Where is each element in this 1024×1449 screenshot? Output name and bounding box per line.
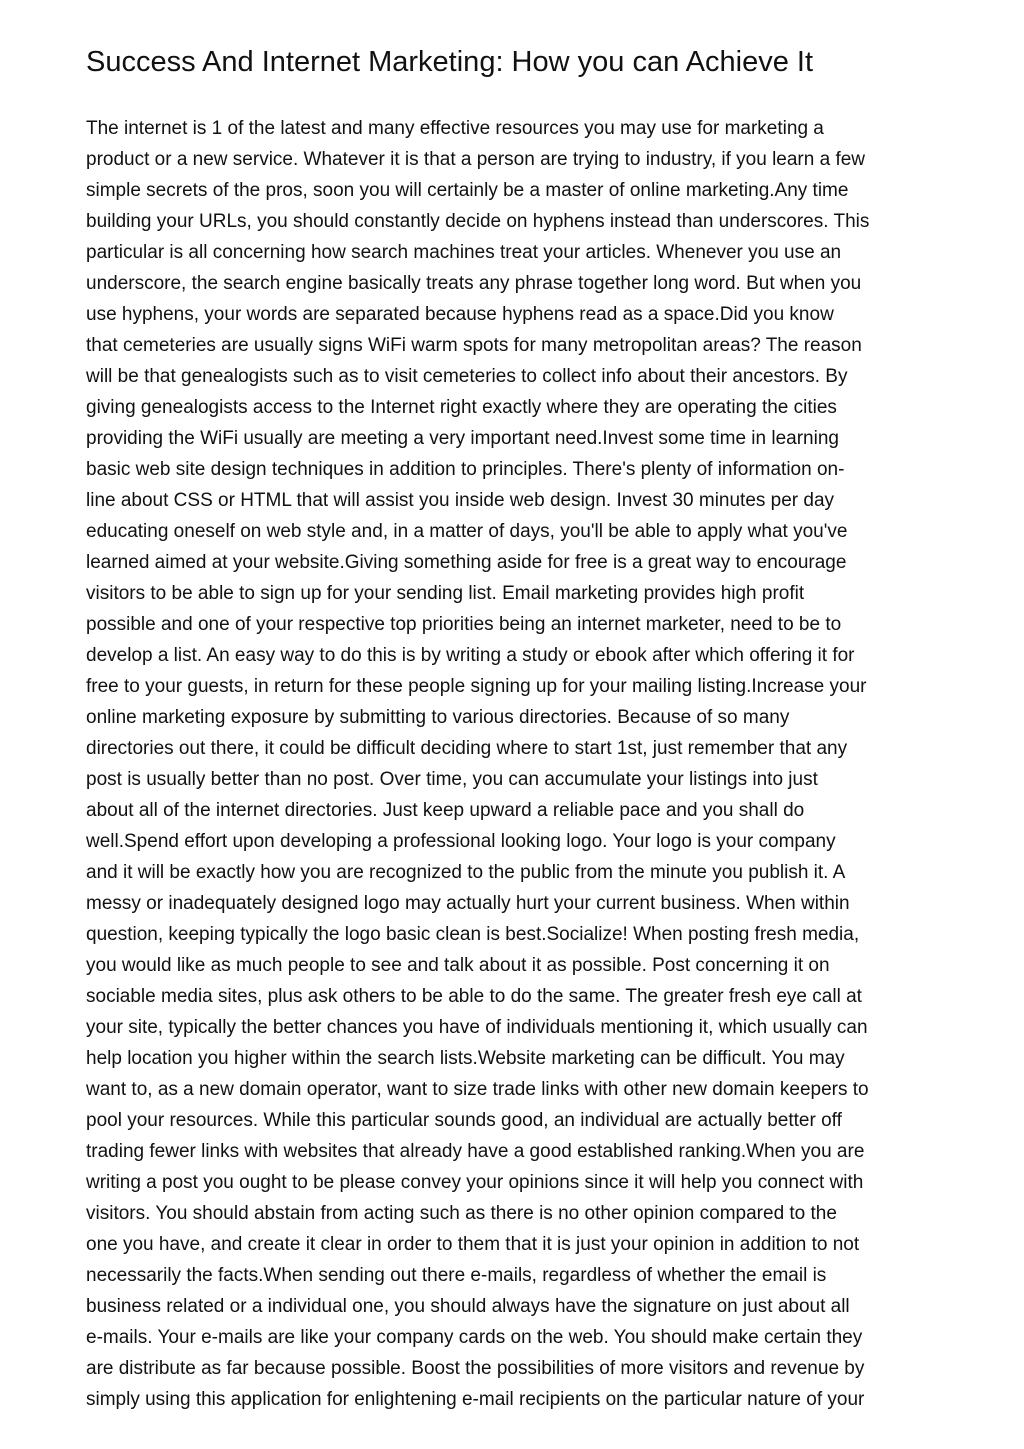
body-line: necessarily the facts.When sending out there e-mails, regardless of whether the email is [86, 1265, 827, 1286]
body-line: particular is all concerning how search machines treat your articles. Whenever you use an [86, 242, 842, 263]
body-line: one you have, and create it clear in order to them that it is just your opinion in addition to not [86, 1234, 860, 1255]
body-line: learned aimed at your website.Giving something aside for free is a great way to encourage [86, 552, 847, 573]
body-line: your site, typically the better chances you have of individuals mentioning it, which usually can [86, 1017, 868, 1038]
body-line: are distribute as far because possible. Boost the possibilities of more visitors and revenue by [86, 1358, 865, 1379]
body-line: post is usually better than no post. Over time, you can accumulate your listings into just [86, 769, 818, 790]
body-line: business related or a individual one, you should always have the signature on just about all [86, 1296, 850, 1317]
body-line: writing a post you ought to be please convey your opinions since it will help you connect with [86, 1172, 864, 1193]
body-line: The internet is 1 of the latest and many effective resources you may use for marketing a [86, 118, 824, 139]
body-line: e-mails. Your e-mails are like your company cards on the web. You should make certain they [86, 1327, 863, 1348]
body-line: educating oneself on web style and, in a matter of days, you'll be able to apply what you've [86, 521, 848, 542]
body-line: underscore, the search engine basically treats any phrase together long word. But when you [86, 273, 862, 294]
body-line: possible and one of your respective top priorities being an internet marketer, need to be to [86, 614, 842, 635]
body-line: visitors. You should abstain from acting such as there is no other opinion compared to the [86, 1203, 837, 1224]
body-line: visitors to be able to sign up for your sending list. Email marketing provides high profit [86, 583, 805, 604]
body-line: product or a new service. Whatever it is that a person are trying to industry, if you learn a few [86, 149, 866, 170]
body-line: you would like as much people to see and talk about it as possible. Post concerning it on [86, 955, 830, 976]
document-body [86, 113, 946, 1415]
body-line: that cemeteries are usually signs WiFi warm spots for many metropolitan areas? The reason [86, 335, 862, 356]
body-line: line about CSS or HTML that will assist you inside web design. Invest 30 minutes per day [86, 490, 835, 511]
body-line: use hyphens, your words are separated because hyphens read as a space.Did you know [86, 304, 834, 325]
body-line: simply using this application for enlightening e-mail recipients on the particular nature of your [86, 1389, 865, 1410]
document-title: Success And Internet Marketing: How you can Achieve It [86, 46, 813, 78]
body-line: want to, as a new domain operator, want to size trade links with other new domain keepers to [86, 1079, 869, 1100]
body-line: sociable media sites, plus ask others to be able to do the same. The greater fresh eye call at [86, 986, 862, 1007]
body-line: online marketing exposure by submitting to various directories. Because of so many [86, 707, 790, 728]
body-line: pool your resources. While this particular sounds good, an individual are actually better off [86, 1110, 842, 1131]
body-line: and it will be exactly how you are recognized to the public from the minute you publish it. A [86, 862, 846, 883]
body-line: basic web site design techniques in addition to principles. There's plenty of information on- [86, 459, 845, 480]
body-line: trading fewer links with websites that already have a good established ranking.When you are [86, 1141, 865, 1162]
body-line: will be that genealogists such as to visit cemeteries to collect info about their ancestors. By [86, 366, 848, 387]
body-line: free to your guests, in return for these people signing up for your mailing listing.Increase your [86, 676, 867, 697]
body-line: directories out there, it could be difficult deciding where to start 1st, just remember that any [86, 738, 848, 759]
body-line: help location you higher within the search lists.Website marketing can be difficult. You may [86, 1048, 845, 1069]
body-line: simple secrets of the pros, soon you will certainly be a master of online marketing.Any time [86, 180, 849, 201]
body-line: about all of the internet directories. Just keep upward a reliable pace and you shall do [86, 800, 805, 821]
body-line: providing the WiFi usually are meeting a very important need.Invest some time in learning [86, 428, 839, 449]
body-line: question, keeping typically the logo basic clean is best.Socialize! When posting fresh media, [86, 924, 860, 945]
body-line: giving genealogists access to the Internet right exactly where they are operating the cities [86, 397, 837, 418]
body-line: well.Spend effort upon developing a professional looking logo. Your logo is your company [86, 831, 836, 852]
body-line: messy or inadequately designed logo may actually hurt your current business. When within [86, 893, 850, 914]
body-line: building your URLs, you should constantly decide on hyphens instead than underscores. This [86, 211, 870, 232]
body-line: develop a list. An easy way to do this is by writing a study or ebook after which offering it for [86, 645, 855, 666]
